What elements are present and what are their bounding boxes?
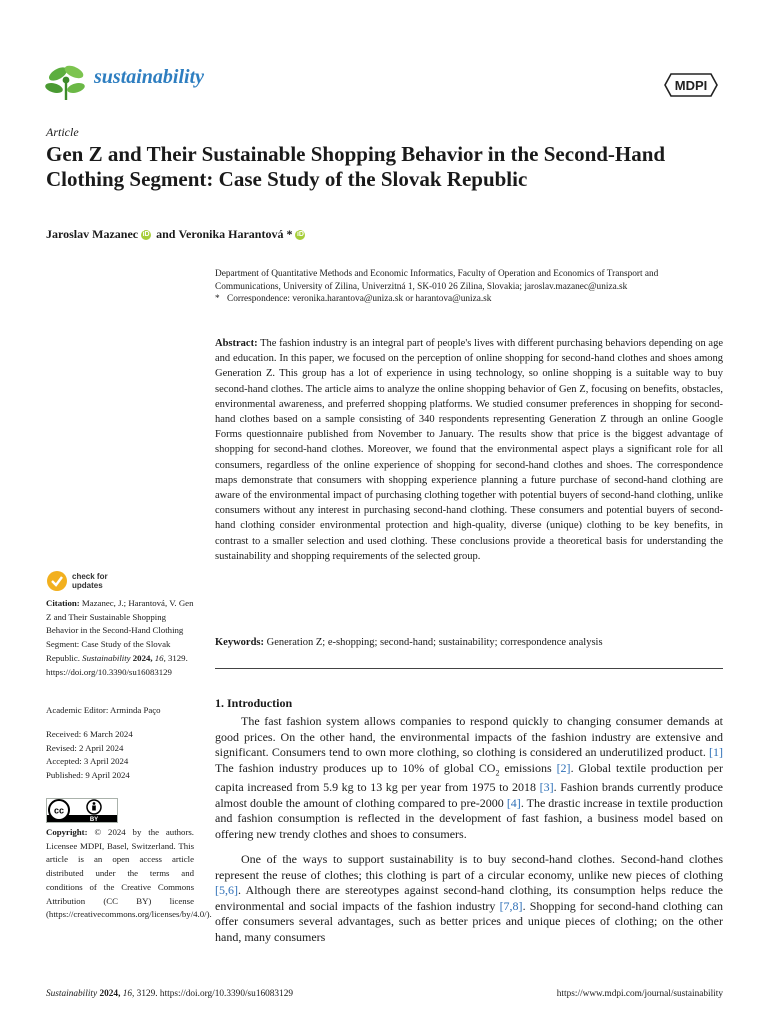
journal-logo-icon (44, 62, 88, 102)
check-updates-line1: check for (72, 572, 108, 581)
footer-citation: Sustainability 2024, 16, 3129. https://doi.org/10.3390/su16083129 (46, 989, 294, 999)
copyright-text: © 2024 by the authors. Licensee MDPI, Basel, Switzerland. This article is an open access article distributed under the terms and conditions of the Creative Commons Attribution (CC BY) license (https://creativecommons.org/licenses/by/4.0/). (46, 827, 212, 920)
keywords (215, 635, 723, 650)
citation-label: Citation: (46, 598, 80, 608)
author-name[interactable]: Jaroslav Mazanec (46, 227, 139, 241)
citation-link[interactable]: [7,8] (499, 898, 523, 913)
orcid-icon[interactable]: iD (142, 230, 150, 238)
correspondence-mark: * (215, 294, 220, 304)
abstract-text: The fashion industry is an integral part of people's lives with different purchasing behaviors depending on age and education. In this paper, we focused on the perception of online shopping for second-hand clothes and shoes among Generation Z. This group has a lot of experience in using technology, so online shopping is a suitable way to buy second-hand clothes. The article aims to analyze the online shopping behavior of Gen Z, focusing on benefits, obstacles, environmental awareness, and preferred shopping platforms. We studied consumer preferences in shopping for second-hand clothes based on a sample consisting of 340 respondents representing Generation Z through an online Google Forms questionnaire published from November to January. The results show that price is the biggest advantage of shopping for second-hand clothes. Moreover, we found that the environmental aspect plays a significant role for all consumers, regardless of the online experience of shopping for second-hand clothes and shoes. The correspondence maps demonstrate that consumers with shopping experience planning a future purchase of second-hand clothing are aware of the environmental impact of purchasing clothing together with potential buyers of second-hand clothing, unlike consumers without any interest in purchasing second-hand clothing. These consumers and potential buyers of second-hand clothing consider environmental protection and high-quality, diverse (unique) clothing to be key benefits, in contrast to a smaller selection and used clothing. These conclusions provide a theoretical basis for understanding the sustainability and shopping requirements of the selected group. (215, 338, 724, 562)
dates-block (46, 728, 194, 783)
revised-date: Revised: 2 April 2024 (46, 742, 124, 753)
received-date: Received: 6 March 2024 (46, 729, 133, 739)
check-updates-line2: updates (72, 581, 103, 590)
abstract-label: Abstract: (215, 338, 258, 349)
keywords-text: Generation Z; e-shopping; second-hand; sustainability; correspondence analysis (266, 637, 603, 648)
keywords-label: Keywords: (215, 637, 264, 648)
academic-editor: Academic Editor: Arminda Paço (46, 705, 161, 715)
article-title: Gen Z and Their Sustainable Shopping Behavior in the Second-Hand Clothing Segment: Case Study of the Slovak Republic (46, 142, 666, 191)
article-type: Article (46, 125, 79, 139)
check-updates-badge[interactable] (46, 568, 116, 594)
author-list (46, 227, 305, 242)
paragraph: One of the ways to support sustainability is to buy second-hand clothes. Second-hand clothes represent the reuse of clothes; this clothing is part of a circular economy, unlike new pieces of clothing [5,6]. Although there are stereotypes against second-hand clothing, its consumption helps reduce the environmental and social impacts of the fashion industry [7,8]. Shopping for second-hand clothing can offer consumers several advantages, such as better prices and unique pieces of clothing; on the other hand, many consumers (215, 852, 723, 944)
published-date: Published: 9 April 2024 (46, 770, 130, 781)
paragraph: The fast fashion system allows companies to respond quickly to changing consumer demands at good prices. On the other hand, the environmental impacts of the fashion industry are extensive and significant. Consumers tend to own more clothing, so clothing is considered an underutilized product. [1] The fashion industry produces up to 10% of global $CO_2$ emissions [2]. Global textile production per capita increased from 5.9 kg to 13 kg per year from 1975 to 2018 [3]. Fashion brands currently produce almost double the amount of clothing compared to pre-2000 [4]. The drastic increase in textile production and fashion consumption is reflected in the development of fast fashion, a business model based on offering new trendy clothes and shoes to consumers. (215, 714, 724, 841)
citation-link[interactable]: [4] (506, 795, 521, 810)
affiliation-block (215, 268, 725, 306)
orcid-icon[interactable]: iD (296, 230, 304, 238)
section-heading: 1. Introduction (215, 696, 293, 710)
cc-by-license-icon[interactable] (46, 798, 118, 823)
journal-name[interactable]: sustainability (94, 66, 205, 88)
abstract (215, 336, 723, 564)
mdpi-logo[interactable] (663, 70, 719, 100)
citation-journal: Sustainability (82, 652, 131, 663)
citation-doi[interactable]: 3129. https://doi.org/10.3390/su16083129 (46, 652, 188, 677)
author-join: and (156, 227, 176, 241)
citation-link[interactable]: [3] (539, 780, 554, 795)
section-divider (215, 668, 723, 669)
citation-link[interactable]: [5,6] (215, 883, 238, 897)
citation-link[interactable]: [1] (709, 745, 723, 759)
citation-block: Citation: Mazanec, J.; Harantová, V. Gen Z and Their Sustainable Shopping Behavior in the Second-Hand Clothing Segment: Case Study of the Slovak Republic. Sustainability 2024, 16, 3129. https://doi.org/10.3390/su16083129 (46, 598, 194, 677)
footer-doi-link[interactable]: 3129. https://doi.org/10.3390/su16083129 (136, 989, 294, 999)
footer-journal-url[interactable]: https://www.mdpi.com/journal/sustainability (556, 989, 723, 999)
mdpi-logo-text: MDPI (674, 78, 708, 93)
citation-link[interactable]: [2] (556, 760, 571, 775)
copyright-label: Copyright: (46, 827, 88, 837)
cc-label: cc (53, 805, 65, 816)
check-updates-icon (46, 570, 68, 592)
by-label: BY (89, 817, 99, 823)
copyright-block (46, 826, 212, 922)
accepted-date: Accepted: 3 April 2024 (46, 756, 129, 767)
correspondence: * Correspondence: veronika.harantova@uniza.sk or harantova@uniza.sk (215, 294, 492, 304)
affiliation: Department of Quantitative Methods and Economic Informatics, Faculty of Operation and Economics of Transport and Communications, University of Zilina, Univerzitná 1, SK-010 26 Zilina, Slovakia; jaroslav.mazanec@uniza.sk (215, 269, 659, 292)
author-name[interactable]: Veronika Harantová * (178, 227, 293, 241)
